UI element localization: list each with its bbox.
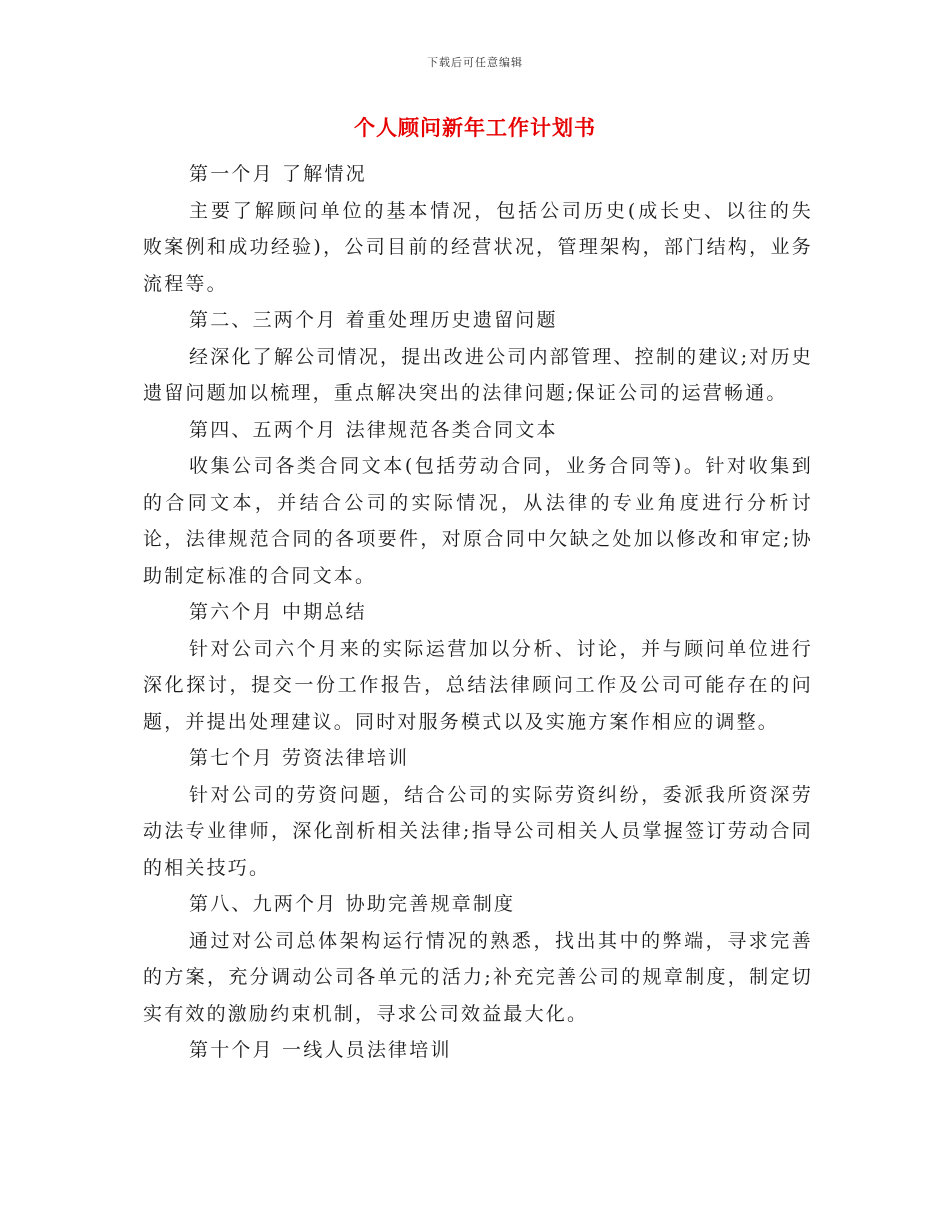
section-heading: 第四、五两个月 法律规范各类合同文本 xyxy=(189,418,558,441)
section-paragraph: 针对公司六个月来的实际运营加以分析、讨论，并与顾问单位进行深化探讨，提交一份工作报告，总结法律顾问工作及公司可能存在的问题，并提出处理建议。同时对服务模式以及实施方案作相应的调整。 xyxy=(143,637,813,733)
section-heading: 第六个月 中期总结 xyxy=(189,601,367,623)
section-heading: 第八、九两个月 协助完善规章制度 xyxy=(189,893,516,915)
document-title: 个人顾问新年工作计划书 xyxy=(354,115,596,140)
section-paragraph: 经深化了解公司情况，提出改进公司内部管理、控制的建议;对历史遗留问题加以梳理，重点解决突出的法律问题;保证公司的运营畅通。 xyxy=(143,345,813,404)
section-paragraph: 通过对公司总体架构运行情况的熟悉，找出其中的弊端，寻求完善的方案，充分调动公司各单元的活力;补充完善公司的规章制度，制定切实有效的激励约束机制，寻求公司效益最大化。 xyxy=(143,929,813,1025)
section-heading: 第一个月 了解情况 xyxy=(189,163,367,185)
section-heading: 第七个月 劳资法律培训 xyxy=(189,747,410,769)
document-body xyxy=(143,156,813,1069)
section-paragraph: 主要了解顾问单位的基本情况，包括公司历史(成长史、以往的失败案例和成功经验)，公司目前的经营状况，管理架构，部门结构，业务流程等。 xyxy=(143,199,813,295)
section-paragraph: 针对公司的劳资问题，结合公司的实际劳资纠纷，委派我所资深劳动法专业律师，深化剖析相关法律;指导公司相关人员掌握签订劳动合同的相关技巧。 xyxy=(143,783,813,879)
section-heading: 第十个月 一线人员法律培训 xyxy=(189,1039,452,1061)
section-paragraph: 收集公司各类合同文本(包括劳动合同，业务合同等)。针对收集到的合同文本，并结合公司的实际情况，从法律的专业角度进行分析讨论，法律规范合同的各项要件，对原合同中欠缺之处加以修改和审定;协助制定标准的合同文本。 xyxy=(143,455,813,587)
section-heading: 第二、三两个月 着重处理历史遗留问题 xyxy=(189,309,558,331)
page-header-note: 下载后可任意编辑 xyxy=(427,56,523,69)
